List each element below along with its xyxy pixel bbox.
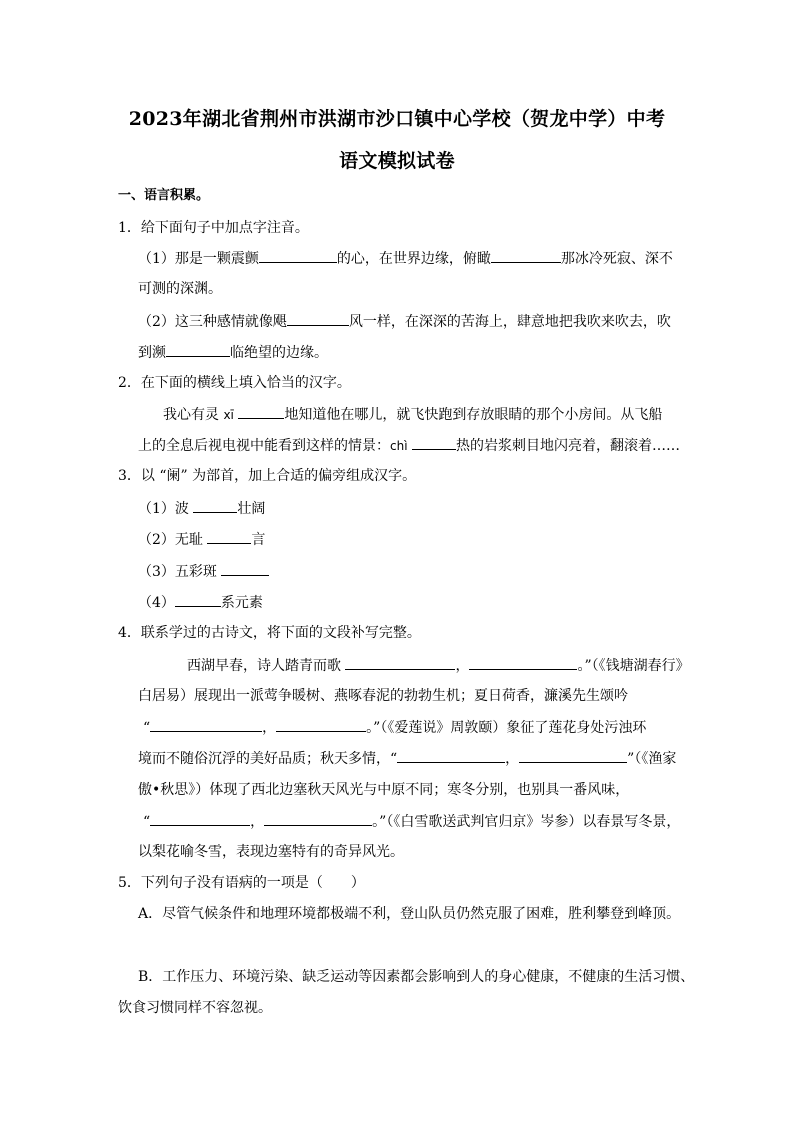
question-1-part-2-cont: 到濒 临绝望的边缘。 [138, 345, 328, 361]
question-2-stem: 2．在下面的横线上填入恰当的汉字。 [118, 375, 351, 391]
question-2-line-1: 我心有灵 xī 地知道他在哪儿，就飞快跑到存放眼睛的那个小房间。从飞船 [163, 407, 663, 423]
question-1-part-1-cont: 可测的深渊。 [138, 281, 222, 297]
answer-blank[interactable] [193, 499, 237, 513]
question-1-stem: 1．给下面句子中加点字注音。 [118, 220, 309, 236]
answer-blank[interactable] [264, 812, 372, 826]
answer-blank[interactable] [221, 562, 269, 576]
question-4-line-7: 以梨花喻冬雪，表现边塞特有的奇异风光。 [138, 844, 404, 860]
question-3-item-1: （1）波 壮阔 [138, 501, 266, 517]
answer-blank[interactable] [412, 436, 456, 450]
answer-blank[interactable] [175, 593, 221, 607]
answer-blank[interactable] [259, 249, 337, 263]
question-5-stem: 5．下列句子没有语病的一项是（ ） [118, 875, 365, 891]
question-1-part-1: （1）那是一颗震颤 的心，在世界边缘，俯瞰 那冰冷死寂、深不 [138, 251, 673, 267]
answer-blank[interactable] [276, 718, 366, 732]
question-5-option-b-cont: 饮食习惯同样不容忽视。 [118, 1000, 272, 1016]
section-heading-language: 一、语言积累。 [118, 188, 210, 203]
question-1-part-2: （2）这三种感情就像飓 风一样，在深深的苦海上，肆意地把我吹来吹去，吹 [138, 314, 671, 330]
question-4-line-5: 傲•秋思》）体现了西北边塞秋天风光与中原不同；寒冬分别，也别具一番风味， [138, 782, 630, 798]
answer-blank[interactable] [469, 656, 577, 670]
answer-blank[interactable] [150, 812, 250, 826]
question-3-item-4: （4） 系元素 [138, 595, 263, 611]
question-5-option-a[interactable]: A．尽管气候条件和地理环境都极端不利，登山队员仍然克服了困难，胜利攀登到峰顶。 [138, 906, 681, 922]
answer-blank[interactable] [207, 530, 251, 544]
question-5-option-b[interactable]: B．工作压力、环境污染、缺乏运动等因素都会影响到人的身心健康，不健康的生活习惯、 [138, 969, 695, 985]
question-3-item-3: （3）五彩斑 [138, 562, 269, 581]
question-4-line-4: 境而不随俗沉浮的美好品质；秋天多情，“ ， ”（《渔家 [138, 751, 677, 767]
answer-blank[interactable] [397, 749, 505, 763]
exam-title-line-1: 2023年湖北省荆州市洪湖市沙口镇中心学校（贺龙中学）中考 [128, 108, 666, 130]
question-3-item-2: （2）无耻 言 [138, 532, 266, 548]
exam-title-line-2: 语文模拟试卷 [339, 150, 455, 172]
answer-blank[interactable] [166, 343, 230, 357]
question-3-stem: 3．以 “阑” 为部首，加上合适的偏旁组成汉字。 [118, 468, 417, 484]
question-4-line-2: 白居易）展现出一派莺争暖树、燕啄春泥的勃勃生机；夏日荷香，濂溪先生颂吟 [138, 688, 628, 704]
question-4-line-1: 西湖早春，诗人踏青而歌 ， 。”（《钱塘湖春行》 [187, 658, 690, 674]
answer-blank[interactable] [491, 249, 561, 263]
question-2-line-2: 上的全息后视电视中能看到这样的情景：chì 热的岩浆刺目地闪亮着，翻滚着…… [138, 438, 680, 454]
question-4-line-3: “ ， 。”（《爱莲说》周敦颐）象征了莲花身处污浊环 [143, 720, 647, 736]
answer-blank[interactable] [287, 312, 349, 326]
question-4-stem: 4．联系学过的古诗文，将下面的文段补写完整。 [118, 625, 421, 641]
answer-blank[interactable] [150, 718, 262, 732]
answer-blank[interactable] [238, 405, 284, 419]
answer-blank[interactable] [345, 656, 455, 670]
question-4-line-6: “ ， 。”（《白雪歌送武判官归京》岑参）以春景写冬景， [143, 814, 681, 830]
answer-blank[interactable] [519, 749, 627, 763]
